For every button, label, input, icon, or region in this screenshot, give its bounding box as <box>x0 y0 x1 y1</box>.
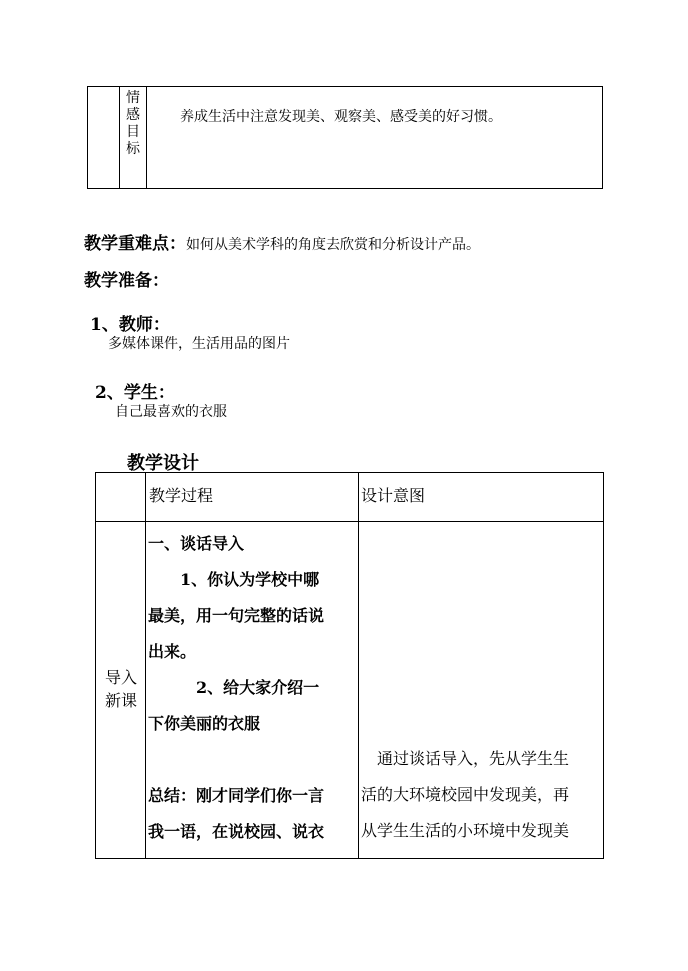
process-cell <box>148 526 358 850</box>
emotion-goal-text: 养成生活中注意发现美、观察美、感受美的好习惯。 <box>180 109 502 125</box>
process-line: 出来。 <box>148 642 197 661</box>
teacher-label: 1、教师： <box>90 315 170 335</box>
key-points-text: 如何从美术学科的角度去欣赏和分析设计产品。 <box>186 237 480 253</box>
intent-line: 通过谈话导入，先从学生生 <box>361 749 570 768</box>
design-title: 教学设计 <box>127 453 199 474</box>
process-line: 最美，用一句完整的话说 <box>148 606 325 625</box>
process-line: 下你美丽的衣服 <box>148 714 261 733</box>
table-divider <box>358 473 359 858</box>
student-text: 自己最喜欢的衣服 <box>115 404 227 420</box>
process-line: 我一语，在说校园、说衣 <box>148 822 325 841</box>
preparation-title: 教学准备： <box>84 271 169 291</box>
process-line: 1、你认为学校中哪 <box>148 570 320 589</box>
emotion-goal-label: 情 感 目 标 <box>126 90 140 157</box>
row-label-intro: 导入 新课 <box>104 668 137 710</box>
table-divider <box>119 87 120 188</box>
table-divider <box>146 87 147 188</box>
table-divider <box>96 521 603 522</box>
intent-line: 从学生生活的小环境中发现美 <box>361 821 570 840</box>
student-label: 2、学生： <box>95 383 175 403</box>
intent-cell <box>361 741 603 849</box>
col-header-process: 教学过程 <box>149 486 214 505</box>
emotion-goal-table <box>87 86 603 189</box>
teacher-text: 多媒体课件，生活用品的图片 <box>108 336 290 352</box>
process-line <box>148 742 358 778</box>
key-points <box>84 229 480 254</box>
col-header-intent: 设计意图 <box>361 486 426 505</box>
process-line: 总结：刚才同学们你一言 <box>148 786 325 805</box>
process-line: 2、给大家介绍一 <box>148 678 320 697</box>
table-divider <box>145 473 146 858</box>
process-line: 一、谈话导入 <box>148 534 245 553</box>
key-points-label: 教学重难点： <box>84 234 186 254</box>
design-table <box>95 472 604 859</box>
intent-line: 活的大环境校园中发现美，再 <box>361 785 570 804</box>
